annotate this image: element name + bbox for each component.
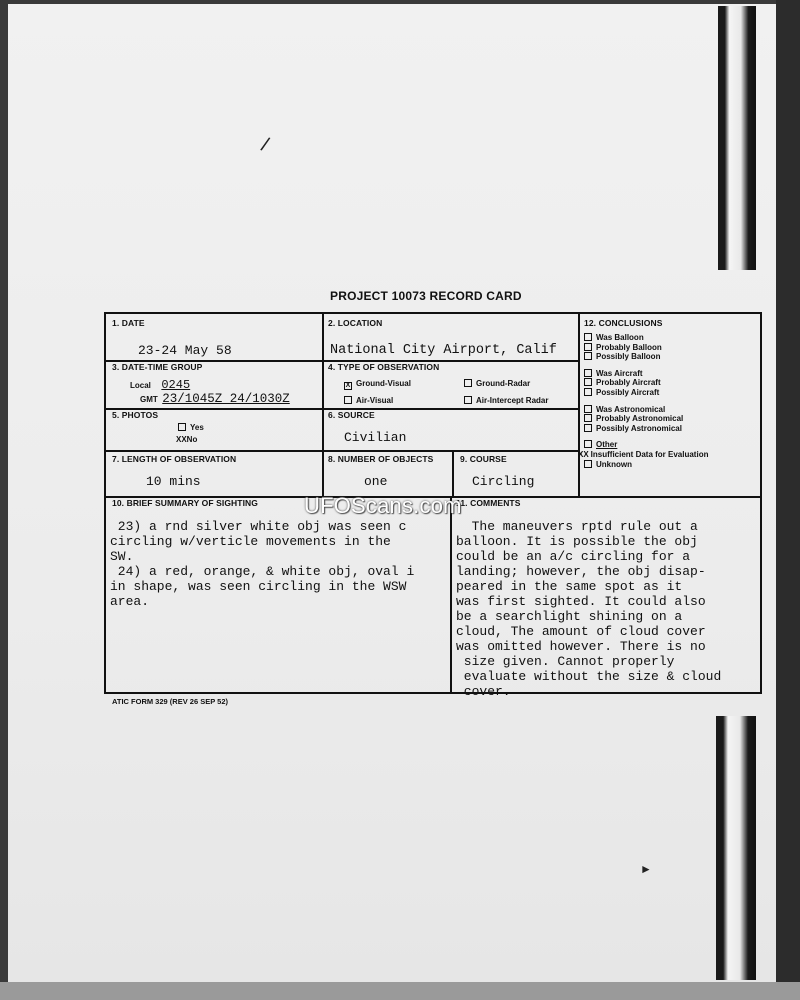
length-of-observation-field bbox=[112, 454, 236, 489]
checkbox-icon bbox=[344, 396, 352, 404]
conclusion-text: Probably Aircraft bbox=[596, 378, 661, 388]
photos-label: 5. PHOTOS bbox=[112, 410, 159, 420]
grid-line bbox=[452, 450, 454, 496]
location-field bbox=[328, 318, 557, 358]
date-value: 23-24 May 58 bbox=[138, 343, 232, 358]
summary-label: 10. BRIEF SUMMARY OF SIGHTING bbox=[112, 498, 258, 508]
comments-text bbox=[456, 519, 758, 699]
conclusion-text: Was Balloon bbox=[596, 333, 644, 342]
conclusion-text: Other bbox=[596, 440, 618, 450]
location-label: 2. LOCATION bbox=[328, 318, 383, 328]
comment-line: evaluate without the size & cloud bbox=[456, 669, 722, 684]
conclusion-text: Possibly Balloon bbox=[596, 352, 661, 362]
checkbox-icon bbox=[584, 369, 592, 377]
number-of-objects-value: one bbox=[364, 474, 388, 489]
comment-line: The maneuvers rptd rule out a bbox=[456, 519, 698, 534]
conclusion-option-selected bbox=[578, 450, 756, 460]
conclusions-group-balloon bbox=[584, 333, 756, 362]
number-of-objects-field bbox=[328, 454, 433, 489]
summary-text bbox=[110, 519, 448, 609]
grid-line bbox=[106, 450, 578, 452]
gmt-label: GMT bbox=[140, 395, 158, 404]
conclusions-label: 12. CONCLUSIONS bbox=[584, 318, 663, 328]
watermark: UFOScans.com bbox=[304, 493, 462, 518]
conclusion-option bbox=[584, 352, 756, 362]
form-footer: ATIC FORM 329 (REV 26 SEP 52) bbox=[112, 697, 229, 706]
arrow-mark-icon: ► bbox=[640, 862, 652, 876]
comment-line: be a searchlight shining on a bbox=[456, 609, 683, 624]
air-intercept-radar-option bbox=[464, 396, 548, 406]
grid-line bbox=[578, 314, 580, 496]
comment-line: landing; however, the obj disap- bbox=[456, 564, 706, 579]
conclusion-text: Probably Astronomical bbox=[596, 414, 684, 424]
length-value: 10 mins bbox=[146, 474, 201, 489]
local-value: 0245 bbox=[161, 378, 191, 392]
type-of-observation-label: 4. TYPE OF OBSERVATION bbox=[328, 362, 440, 372]
conclusion-text: Unknown bbox=[596, 459, 632, 469]
number-of-objects-label: 8. NUMBER OF OBJECTS bbox=[328, 454, 434, 464]
ground-visual-option bbox=[344, 379, 411, 390]
checkbox-icon bbox=[464, 379, 472, 387]
comment-line: could be an a/c circling for a bbox=[456, 549, 691, 564]
photos-no-mark: XX bbox=[176, 435, 187, 444]
summary-line: circling w/verticle movements in the bbox=[110, 534, 391, 549]
grid-line bbox=[450, 496, 452, 692]
date-field bbox=[112, 318, 232, 358]
photos-yes-text: Yes bbox=[190, 423, 204, 432]
conclusion-option bbox=[584, 405, 756, 415]
comment-line: was omitted however. There is no bbox=[456, 639, 706, 654]
conclusion-text: Possibly Astronomical bbox=[596, 423, 682, 433]
checkbox-icon bbox=[584, 378, 592, 386]
card-title: PROJECT 10073 RECORD CARD bbox=[330, 289, 522, 303]
air-visual-option bbox=[344, 396, 393, 406]
conclusions-group-aircraft bbox=[584, 369, 756, 398]
conclusion-option bbox=[584, 388, 756, 398]
conclusion-text: Probably Balloon bbox=[596, 342, 662, 352]
checkbox-icon bbox=[584, 333, 592, 341]
conclusion-text: Possibly Aircraft bbox=[596, 387, 660, 397]
comment-line: was first sighted. It could also bbox=[456, 594, 706, 609]
comments-label: 11. COMMENTS bbox=[456, 498, 521, 508]
pen-mark: / bbox=[258, 133, 272, 157]
checkbox-icon bbox=[584, 414, 592, 422]
course-field bbox=[460, 454, 534, 489]
selected-mark: XX bbox=[578, 449, 589, 459]
checkbox-icon bbox=[584, 388, 592, 396]
summary-line: 23) a rnd silver white obj was seen c bbox=[110, 519, 407, 534]
grid-line bbox=[322, 314, 324, 496]
scan-bottom-edge bbox=[0, 982, 800, 1000]
local-label: Local bbox=[130, 381, 151, 390]
checkbox-icon bbox=[464, 396, 472, 404]
film-strip-bar-bottom bbox=[716, 716, 756, 980]
conclusion-option bbox=[584, 378, 756, 388]
ground-visual-text: Ground-Visual bbox=[356, 379, 411, 388]
photos-yes-option bbox=[178, 423, 204, 433]
conclusion-text: Was Astronomical bbox=[596, 404, 666, 414]
conclusion-option bbox=[584, 369, 756, 379]
photos-no-text: No bbox=[186, 435, 198, 444]
conclusions-group-astronomical bbox=[584, 405, 756, 434]
comment-line: cloud, The amount of cloud cover bbox=[456, 624, 706, 639]
course-value: Circling bbox=[472, 474, 535, 489]
checkbox-icon bbox=[584, 405, 592, 413]
location-value: National City Airport, Calif bbox=[330, 343, 557, 358]
source-field bbox=[328, 410, 406, 445]
conclusion-option bbox=[584, 424, 756, 434]
gmt-value: 23/1045Z 24/1030Z bbox=[162, 392, 290, 406]
conclusion-option bbox=[584, 333, 756, 343]
checkbox-icon bbox=[584, 352, 592, 360]
length-label: 7. LENGTH OF OBSERVATION bbox=[112, 454, 237, 464]
scan-edge bbox=[776, 0, 800, 1000]
source-label: 6. SOURCE bbox=[328, 410, 375, 420]
comments-field bbox=[456, 498, 758, 699]
comment-line: cover. bbox=[456, 684, 511, 699]
checkbox-icon bbox=[584, 440, 592, 448]
conclusions-group-other bbox=[578, 440, 756, 469]
conclusion-option bbox=[584, 440, 756, 450]
conclusions-field bbox=[578, 318, 756, 469]
air-visual-text: Air-Visual bbox=[356, 396, 394, 405]
source-value: Civilian bbox=[344, 430, 407, 445]
summary-line: in shape, was seen circling in the WSW bbox=[110, 579, 407, 594]
conclusion-option bbox=[584, 460, 756, 470]
checkbox-icon bbox=[178, 423, 186, 431]
photos-no-option bbox=[176, 435, 197, 445]
course-label: 9. COURSE bbox=[460, 454, 507, 464]
air-intercept-radar-text: Air-Intercept Radar bbox=[476, 396, 549, 405]
checkbox-icon bbox=[584, 343, 592, 351]
comment-line: size given. Cannot properly bbox=[456, 654, 675, 669]
ground-radar-option bbox=[464, 379, 530, 389]
film-strip-bar-top bbox=[718, 6, 756, 270]
photos-field bbox=[112, 410, 322, 450]
summary-line: area. bbox=[110, 594, 150, 609]
comment-line: peared in the same spot as it bbox=[456, 579, 683, 594]
conclusion-option bbox=[584, 343, 756, 353]
date-time-group-field bbox=[112, 362, 322, 408]
conclusion-option bbox=[584, 414, 756, 424]
date-time-group-label: 3. DATE-TIME GROUP bbox=[112, 362, 203, 372]
ground-radar-text: Ground-Radar bbox=[476, 379, 531, 388]
checkbox-icon bbox=[584, 424, 592, 432]
type-of-observation-field bbox=[328, 362, 578, 408]
checkbox-icon bbox=[584, 460, 592, 468]
conclusion-text: Was Aircraft bbox=[596, 368, 643, 378]
comment-line: balloon. It is possible the obj bbox=[456, 534, 698, 549]
ground-visual-checkbox: X bbox=[345, 382, 351, 389]
date-label: 1. DATE bbox=[112, 318, 145, 328]
summary-line: 24) a red, orange, & white obj, oval i bbox=[110, 564, 415, 579]
summary-line: SW. bbox=[110, 549, 134, 564]
conclusion-text: Insufficient Data for Evaluation bbox=[590, 449, 709, 459]
